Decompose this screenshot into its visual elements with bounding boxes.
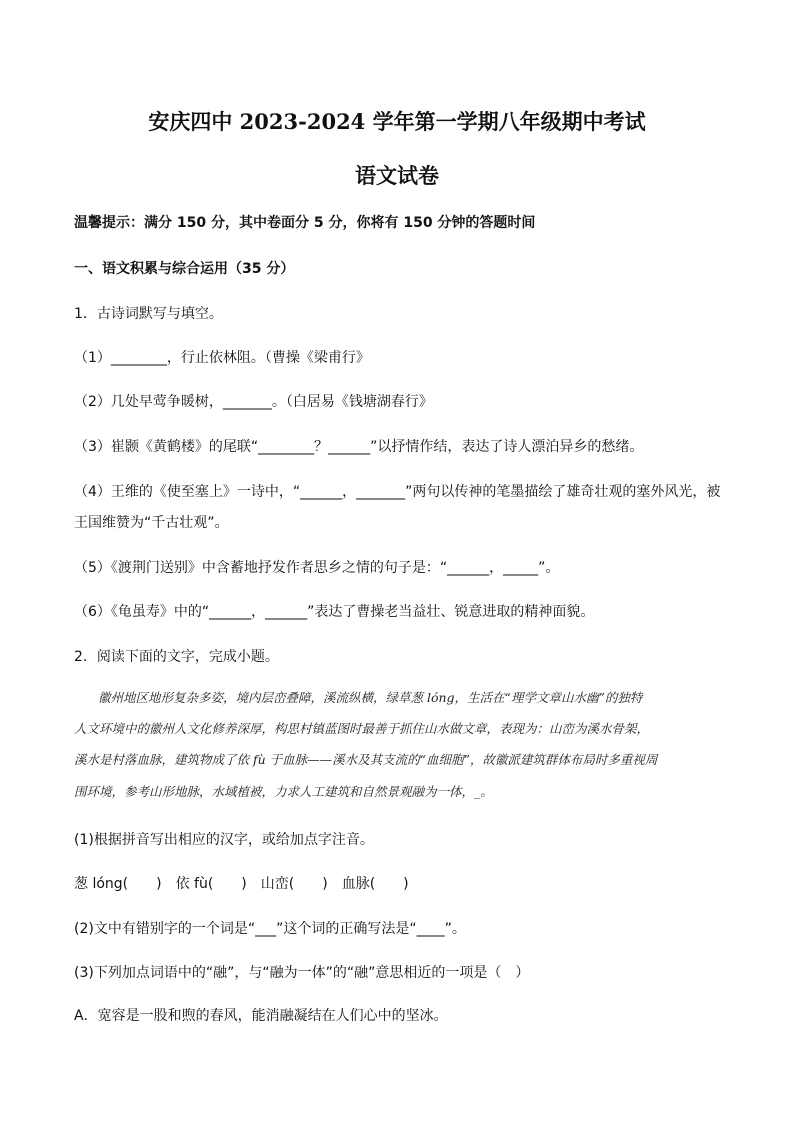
- exam-subtitle: 语文试卷: [355, 163, 439, 188]
- passage-line: 溪水是村落血脉，建筑物成了依 fù 于血脉——溪水及其支流的“血细胞”，故徽派建筑群体布局时多重视周: [74, 752, 658, 767]
- question-1-item: （2）几处早莺争暖树，_______。（白居易《钱塘湖春行》: [74, 394, 433, 410]
- question-1-item: （4）王维的《使至塞上》一诗中，“______，_______”两句以传神的笔墨描绘了雄奇壮观的塞外风光，被: [74, 484, 721, 500]
- question-1-item: （1）________，行止依林阻。（曹操《梁甫行》: [74, 350, 370, 366]
- notice-text: 温馨提示：满分 150 分，其中卷面分 5 分，你将有 150 分钟的答题时间: [74, 215, 536, 231]
- question-1-item: （6）《龟虽寿》中的“______，______”表达了曹操老当益壮、锐意进取的精神面貌。: [74, 604, 595, 620]
- question-1-item: （5）《渡荆门送别》中含蓄地抒发作者思乡之情的句子是：“______，_____”。: [74, 560, 560, 576]
- question-2-stem: 2．阅读下面的文字，完成小题。: [74, 649, 279, 665]
- section-heading: 一、语文积累与综合运用（35 分）: [74, 261, 295, 277]
- question-1-item: （3）崔颢《黄鹤楼》的尾联“________？______”以抒情作结，表达了诗人漂泊异乡的愁绪。: [74, 439, 644, 455]
- question-2-sub-3: (3)下列加点词语中的“融”，与“融为一体”的“融”意思相近的一项是（ ）: [74, 965, 530, 981]
- passage-line: 人文环境中的徽州人文化修养深厚，构思村镇蓝图时最善于抓住山水做文章，表现为：山峦为溪水骨架，: [74, 721, 650, 736]
- passage-line: 徽州地区地形复杂多姿，境内层峦叠障，溪流纵横，绿草葱 lóng，生活在“理学文章山水幽”的独特: [98, 690, 643, 705]
- exam-title: 安庆四中 2023-2024 学年第一学期八年级期中考试: [148, 109, 646, 134]
- question-2-sub-2: (2)文中有错别字的一个词是“___”这个词的正确写法是“____”。: [74, 921, 466, 937]
- passage-line: 围环境，参考山形地脉，水域植被，力求人工建筑和自然景观融为一体，_。: [74, 784, 493, 799]
- question-2-sub-1-answers: 葱 lóng( ) 依 fù( ) 山峦( ) 血脉( ): [74, 876, 409, 892]
- question-2-sub-1: (1)根据拼音写出相应的汉字，或给加点字注音。: [74, 832, 374, 848]
- option-a: A．宽容是一股和煦的春风，能消融凝结在人们心中的坚冰。: [74, 1008, 448, 1024]
- question-1-item: 王国维赞为“千古壮观”。: [74, 515, 229, 531]
- question-1-stem: 1．古诗词默写与填空。: [74, 306, 223, 322]
- reading-passage: [74, 688, 724, 808]
